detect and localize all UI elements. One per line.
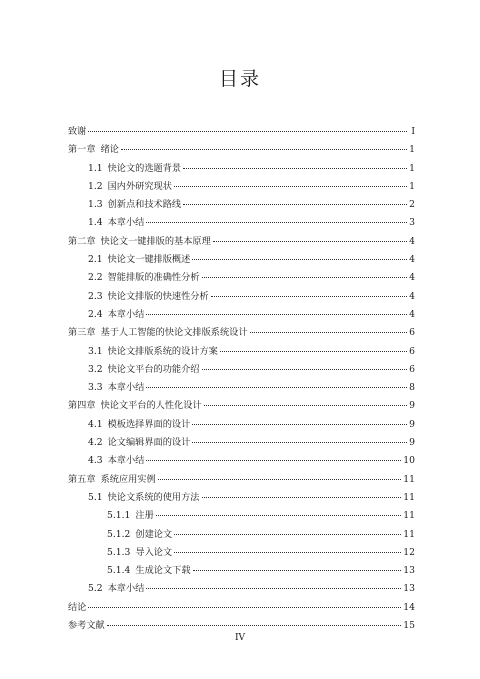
toc-dot-leader	[183, 168, 407, 169]
toc-entry-page: I	[411, 126, 415, 137]
toc-entry[interactable]	[68, 343, 415, 361]
toc-entry-number: 1.1	[88, 162, 103, 174]
toc-entry[interactable]	[68, 306, 415, 324]
toc-entry[interactable]	[68, 507, 415, 525]
toc-entry-number: 4.2	[88, 437, 103, 449]
toc-entry-page: 4	[409, 272, 415, 284]
page-number: IV	[234, 633, 246, 643]
toc-entry-number: 第五章	[68, 473, 96, 485]
toc-dot-leader	[156, 515, 402, 516]
toc-dot-leader	[211, 296, 407, 297]
toc-entry-label: 快论文的选题背景	[107, 162, 182, 174]
toc-entry-label: 本章小结	[107, 217, 145, 229]
toc-entry-number: 3.2	[88, 363, 103, 375]
toc-dot-leader	[158, 479, 402, 480]
toc-entry[interactable]	[68, 489, 415, 507]
toc-dot-leader	[192, 442, 407, 443]
toc-entry-label: 本章小结	[107, 382, 145, 394]
toc-entry[interactable]	[68, 251, 415, 269]
toc-dot-leader	[193, 570, 402, 571]
toc-entry-label: 创建论文	[135, 528, 173, 540]
toc-entry-label: 注册	[135, 510, 154, 522]
toc-dot-leader	[146, 460, 401, 461]
toc-entry-label: 国内外研究现状	[107, 180, 172, 192]
toc-entry-label: 快论文平台的人性化设计	[100, 400, 202, 412]
toc-entry-number: 第三章	[68, 327, 96, 339]
toc-entry-label: 导入论文	[135, 546, 173, 558]
toc-dot-leader	[174, 552, 401, 553]
toc-entry-page: 6	[409, 345, 415, 357]
toc-dot-leader	[213, 241, 407, 242]
toc-dot-leader	[250, 332, 407, 333]
toc-entry-label: 快论文排版系统的设计方案	[107, 345, 218, 357]
toc-entry[interactable]	[68, 214, 415, 232]
table-of-contents	[68, 123, 415, 635]
toc-entry-number: 1.2	[88, 180, 103, 192]
toc-entry-label: 创新点和技术路线	[107, 199, 182, 211]
toc-entry-page: 9	[409, 400, 415, 412]
toc-dot-leader	[146, 314, 407, 315]
page-title: 目录	[218, 68, 261, 90]
toc-entry-number: 第一章	[68, 144, 96, 156]
toc-entry[interactable]	[68, 434, 415, 452]
toc-entry-page: 9	[409, 418, 415, 430]
toc-dot-leader	[202, 369, 408, 370]
toc-entry-label: 基于人工智能的快论文排版系统设计	[100, 327, 248, 339]
toc-entry-number: 1.4	[88, 217, 103, 229]
toc-entry[interactable]	[68, 196, 415, 214]
toc-entry-number: 3.3	[88, 382, 103, 394]
toc-entry[interactable]	[68, 233, 415, 251]
toc-dot-leader	[146, 222, 407, 223]
toc-dot-leader	[192, 424, 407, 425]
toc-entry-page: 6	[409, 327, 415, 339]
toc-entry[interactable]	[68, 361, 415, 379]
toc-entry-label: 绪论	[100, 144, 119, 156]
toc-dot-leader	[204, 405, 407, 406]
toc-entry-number: 5.1.2	[107, 528, 131, 540]
toc-entry[interactable]	[68, 178, 415, 196]
toc-entry-label: 结论	[68, 601, 87, 613]
toc-entry-number: 2.1	[88, 254, 103, 266]
toc-dot-leader	[88, 131, 407, 132]
toc-entry-label: 快论文平台的功能介绍	[107, 363, 200, 375]
toc-entry[interactable]	[68, 416, 415, 434]
toc-entry-label: 参考文献	[68, 620, 105, 632]
toc-entry-number: 5.2	[88, 583, 103, 595]
toc-entry-page: 6	[409, 363, 415, 375]
toc-entry-page: 13	[403, 565, 415, 577]
toc-entry-page: 11	[403, 510, 415, 522]
toc-dot-leader	[107, 625, 402, 626]
toc-entry-number: 第二章	[68, 235, 96, 247]
toc-dot-leader	[88, 607, 401, 608]
toc-entry-label: 系统应用实例	[100, 473, 156, 485]
toc-entry[interactable]	[68, 397, 415, 415]
toc-dot-leader	[121, 149, 407, 150]
toc-entry[interactable]	[68, 580, 415, 598]
toc-entry-label: 本章小结	[107, 583, 145, 595]
toc-entry-number: 第四章	[68, 400, 96, 412]
toc-entry-page: 12	[403, 546, 415, 558]
toc-entry-page: 8	[409, 382, 415, 394]
toc-entry-page: 1	[409, 180, 415, 192]
toc-entry[interactable]	[68, 269, 415, 287]
toc-entry[interactable]	[68, 324, 415, 342]
toc-entry-number: 5.1.3	[107, 546, 131, 558]
toc-entry-number: 2.3	[88, 290, 103, 302]
toc-entry[interactable]	[68, 123, 415, 141]
toc-entry-number: 4.1	[88, 418, 103, 430]
toc-entry-label: 论文编辑界面的设计	[107, 437, 191, 449]
toc-entry-label: 快论文一键排版的基本原理	[100, 235, 211, 247]
toc-entry-page: 13	[403, 583, 415, 595]
toc-entry-page: 14	[403, 601, 415, 613]
toc-entry-page: 10	[403, 455, 415, 467]
toc-entry[interactable]	[68, 526, 415, 544]
toc-dot-leader	[220, 351, 407, 352]
toc-entry-page: 4	[409, 308, 415, 320]
toc-entry-number: 5.1	[88, 491, 103, 503]
toc-entry-number: 3.1	[88, 345, 103, 357]
toc-entry-number: 5.1.1	[107, 510, 131, 522]
toc-entry-label: 快论文一键排版概述	[107, 254, 191, 266]
toc-entry-label: 致谢	[68, 126, 87, 137]
toc-entry-page: 4	[409, 254, 415, 266]
toc-entry-label: 模板选择界面的设计	[107, 418, 191, 430]
toc-entry-label: 本章小结	[107, 455, 145, 467]
toc-entry-page: 2	[409, 199, 415, 211]
toc-entry[interactable]	[68, 452, 415, 470]
toc-entry-label: 快论文排版的快速性分析	[107, 290, 209, 302]
toc-entry-page: 3	[409, 217, 415, 229]
toc-entry-page: 11	[403, 528, 415, 540]
toc-entry-page: 1	[409, 144, 415, 156]
toc-entry-page: 4	[409, 235, 415, 247]
toc-entry[interactable]	[68, 379, 415, 397]
toc-entry-label: 快论文系统的使用方法	[107, 491, 200, 503]
toc-dot-leader	[174, 186, 407, 187]
toc-entry-page: 4	[409, 290, 415, 302]
toc-entry-label: 智能排版的准确性分析	[107, 272, 200, 284]
toc-dot-leader	[202, 497, 402, 498]
toc-entry-number: 5.1.4	[107, 565, 131, 577]
toc-dot-leader	[146, 387, 407, 388]
toc-entry-page: 15	[403, 620, 415, 632]
toc-dot-leader	[174, 534, 401, 535]
toc-entry-number: 4.3	[88, 455, 103, 467]
toc-entry-page: 9	[409, 437, 415, 449]
toc-entry[interactable]	[68, 288, 415, 306]
toc-dot-leader	[183, 204, 407, 205]
toc-entry[interactable]	[68, 160, 415, 178]
toc-entry-number: 2.4	[88, 308, 103, 320]
toc-entry[interactable]	[68, 599, 415, 617]
toc-dot-leader	[146, 588, 401, 589]
toc-entry[interactable]	[68, 544, 415, 562]
toc-entry-label: 本章小结	[107, 308, 145, 320]
toc-entry-page: 11	[403, 491, 415, 503]
toc-entry-number: 1.3	[88, 199, 103, 211]
toc-entry[interactable]	[68, 562, 415, 580]
toc-entry[interactable]	[68, 471, 415, 489]
toc-entry-number: 2.2	[88, 272, 103, 284]
toc-entry-page: 11	[403, 473, 415, 485]
toc-dot-leader	[202, 277, 408, 278]
toc-entry-page: 1	[409, 162, 415, 174]
toc-entry-label: 生成论文下载	[135, 565, 191, 577]
toc-entry[interactable]	[68, 141, 415, 159]
toc-dot-leader	[192, 259, 407, 260]
